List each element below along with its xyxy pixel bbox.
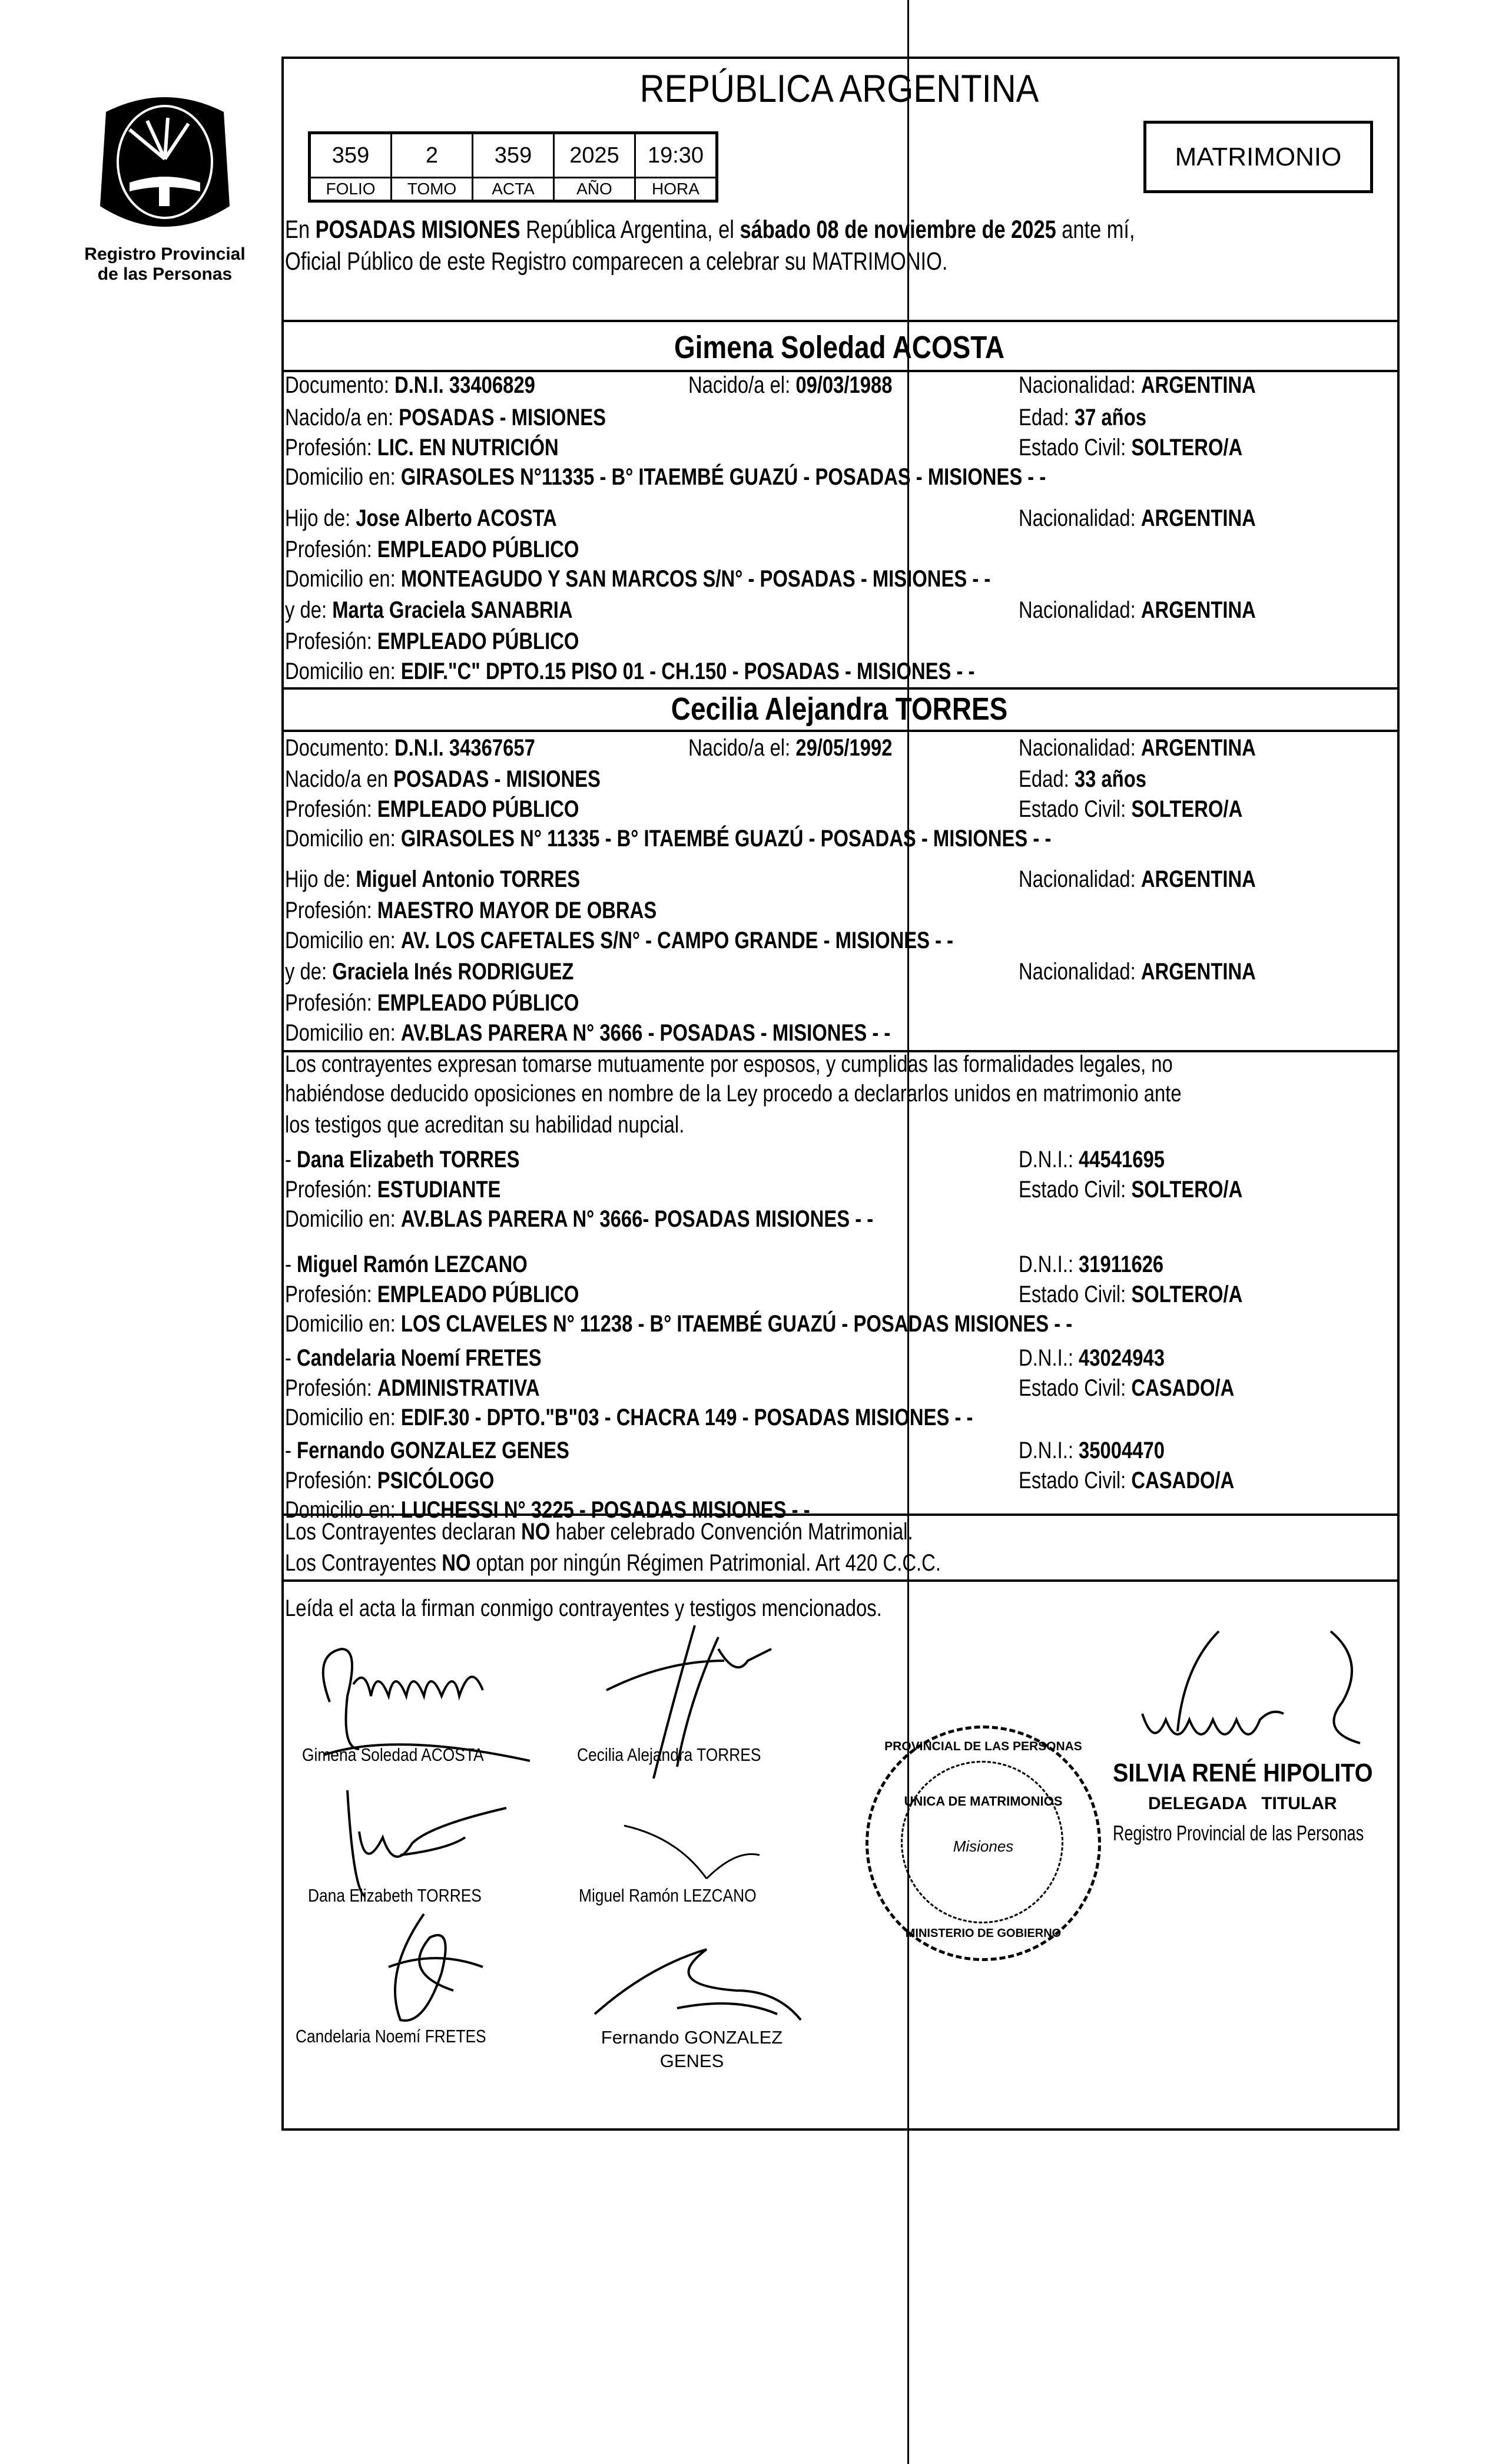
testigo-3-nombre xyxy=(285,1436,569,1465)
testigo-3-domicilio-value: LUCHESSI N° 3225 - POSADAS MISIONES - - xyxy=(400,1497,810,1523)
firma-label-cecilia: Cecilia Alejandra TORRES xyxy=(577,1744,761,1765)
c2-nacionalidad: Nacionalidad: ARGENTINA xyxy=(1019,735,1256,761)
testigo-1-dni-value: 31911626 xyxy=(1079,1251,1164,1277)
c1-estado-civil: Estado Civil: SOLTERO/A xyxy=(1019,435,1243,461)
divider xyxy=(281,730,1397,732)
testigo-0-domicilio xyxy=(285,1205,873,1233)
firma-label-gimena: Gimena Soledad ACOSTA xyxy=(302,1744,484,1765)
divider xyxy=(281,687,1397,690)
tomo-value: 2 xyxy=(392,133,473,178)
testigo-2-profesion-label: Profesión: xyxy=(285,1375,377,1401)
testigo-2-profesion-value: ADMINISTRATIVA xyxy=(377,1375,540,1401)
declaracion-line-1: Los contrayentes expresan tomarse mutuamente por esposos, y cumplidas las formalidades legales, no xyxy=(285,1051,1173,1077)
c2-padre-domicilio: Domicilio en: AV. LOS CAFETALES S/N° - CAMPO GRANDE - MISIONES - - xyxy=(285,928,954,953)
testigo-3-nombre-label: - xyxy=(285,1438,297,1463)
c2-domicilio: Domicilio en: GIRASOLES N° 11335 - B° ITAEMBÉ GUAZÚ - POSADAS - MISIONES - - xyxy=(285,826,1052,852)
seal-text-city: Misiones xyxy=(953,1837,1014,1855)
divider xyxy=(281,1513,1397,1516)
official-signature xyxy=(1107,1625,1384,1755)
anio-label: AÑO xyxy=(554,178,635,201)
signature-fernando xyxy=(589,1932,813,2032)
acta-label: ACTA xyxy=(473,178,554,201)
testigo-0-nombre-value: Dana Elizabeth TORRES xyxy=(297,1147,520,1173)
document-title: REPÚBLICA ARGENTINA xyxy=(639,67,1039,110)
divider xyxy=(281,320,1397,322)
intro-line-1: En POSADAS MISIONES República Argentina, el sábado 08 de noviembre de 2025 ante mí, xyxy=(285,216,1135,244)
c1-domicilio: Domicilio en: GIRASOLES N°11335 - B° ITAEMBÉ GUAZÚ - POSADAS - MISIONES - - xyxy=(285,464,1046,490)
testigo-1-profesion-value: EMPLEADO PÚBLICO xyxy=(377,1281,579,1307)
testigo-1-nombre-value: Miguel Ramón LEZCANO xyxy=(297,1251,528,1277)
c2-padre-profesion: Profesión: MAESTRO MAYOR DE OBRAS xyxy=(285,897,657,923)
firma-label-candelaria: Candelaria Noemí FRETES xyxy=(296,2026,486,2046)
testigo-3-nombre-value: Fernando GONZALEZ GENES xyxy=(297,1438,569,1463)
testigo-2-estado-civil-label: Estado Civil: xyxy=(1019,1375,1132,1401)
testigo-3-dni-value: 35004470 xyxy=(1079,1438,1165,1463)
testigo-1-nombre-label: - xyxy=(285,1251,297,1277)
tipo-acta-box: MATRIMONIO xyxy=(1143,121,1373,193)
testigo-0-profesion-label: Profesión: xyxy=(285,1177,377,1203)
testigo-2-estado-civil-value: CASADO/A xyxy=(1131,1375,1235,1401)
contrayente-1-name: Gimena Soledad ACOSTA xyxy=(674,330,1005,365)
c2-padre-nacionalidad: Nacionalidad: ARGENTINA xyxy=(1019,866,1256,892)
c2-documento: Documento: D.N.I. 34367657 xyxy=(285,735,535,761)
testigo-3-profesion xyxy=(285,1466,494,1495)
testigo-0-dni-value: 44541695 xyxy=(1079,1147,1165,1173)
c1-nacido-el: Nacido/a el: 09/03/1988 xyxy=(688,372,893,398)
contrayente-2-name: Cecilia Alejandra TORRES xyxy=(671,691,1008,727)
testigo-0-domicilio-label: Domicilio en: xyxy=(285,1206,401,1232)
declaracion-line-2: habiéndose deducido oposiciones en nombre de la Ley procedo a declararlos unidos en matrimonio ante xyxy=(285,1081,1182,1107)
testigo-2-estado-civil xyxy=(1019,1374,1234,1402)
testigo-1-profesion-label: Profesión: xyxy=(285,1281,377,1307)
anio-value: 2025 xyxy=(554,133,635,178)
signature-dana xyxy=(330,1784,524,1902)
testigo-2-nombre-label: - xyxy=(285,1345,297,1371)
c1-documento: Documento: D.N.I. 33406829 xyxy=(285,372,535,398)
testigo-0-dni-label: D.N.I.: xyxy=(1019,1147,1079,1173)
seal-text-inner: UNICA DE MATRIMONIOS xyxy=(904,1794,1063,1809)
c2-madre-profesion: Profesión: EMPLEADO PÚBLICO xyxy=(285,990,579,1016)
c2-nacido-en: Nacido/a en POSADAS - MISIONES xyxy=(285,766,601,792)
c1-madre-nacionalidad: Nacionalidad: ARGENTINA xyxy=(1019,597,1256,623)
seal-text-ministry: MINISTERIO DE GOBIERNO xyxy=(905,1927,1062,1940)
testigo-0-nombre-label: - xyxy=(285,1147,297,1173)
testigo-1-estado-civil xyxy=(1019,1280,1242,1309)
testigo-1-estado-civil-value: SOLTERO/A xyxy=(1131,1281,1243,1307)
convencion-line-1: Los Contrayentes declaran NO haber celebrado Convención Matrimonial. xyxy=(285,1519,913,1545)
c1-madre-profesion: Profesión: EMPLEADO PÚBLICO xyxy=(285,628,579,654)
signature-miguel xyxy=(618,1814,771,1890)
c1-nacionalidad: Nacionalidad: ARGENTINA xyxy=(1019,372,1256,398)
cierre-text: Leída el acta la firman conmigo contrayentes y testigos mencionados. xyxy=(285,1595,882,1621)
testigo-2-domicilio-label: Domicilio en: xyxy=(285,1405,401,1430)
testigo-1-profesion xyxy=(285,1280,579,1309)
c1-padre-nacionalidad: Nacionalidad: ARGENTINA xyxy=(1019,505,1256,531)
testigo-0-estado-civil-label: Estado Civil: xyxy=(1019,1177,1132,1203)
c1-madre: y de: Marta Graciela SANABRIA xyxy=(285,597,573,623)
testigo-3-dni-label: D.N.I.: xyxy=(1019,1438,1079,1463)
intro-line-2: Oficial Público de este Registro comparecen a celebrar su MATRIMONIO. xyxy=(285,247,948,276)
c2-madre: y de: Graciela Inés RODRIGUEZ xyxy=(285,959,574,985)
testigo-3-profesion-value: PSICÓLOGO xyxy=(377,1468,495,1493)
testigo-1-estado-civil-label: Estado Civil: xyxy=(1019,1281,1132,1307)
testigo-1-nombre xyxy=(285,1250,528,1279)
c2-estado-civil: Estado Civil: SOLTERO/A xyxy=(1019,796,1243,822)
folio-value: 359 xyxy=(310,133,392,178)
official-organism: Registro Provincial de las Personas xyxy=(1113,1821,1364,1845)
testigo-2-nombre xyxy=(285,1344,542,1372)
testigo-0-nombre xyxy=(285,1145,520,1174)
testigo-2-dni-value: 43024943 xyxy=(1079,1345,1165,1371)
c2-profesion: Profesión: EMPLEADO PÚBLICO xyxy=(285,796,579,822)
testigo-0-dni xyxy=(1019,1145,1165,1174)
testigo-1-dni-label: D.N.I.: xyxy=(1019,1251,1079,1277)
testigo-2-nombre-value: Candelaria Noemí FRETES xyxy=(297,1345,542,1371)
registro-table xyxy=(308,131,718,203)
c1-edad: Edad: 37 años xyxy=(1019,405,1146,430)
hora-label: HORA xyxy=(635,178,717,201)
testigo-1-domicilio-label: Domicilio en: xyxy=(285,1311,401,1337)
testigo-3-domicilio-label: Domicilio en: xyxy=(285,1497,401,1523)
testigo-0-profesion xyxy=(285,1175,500,1204)
firma-label-miguel: Miguel Ramón LEZCANO xyxy=(579,1885,757,1906)
testigo-3-dni xyxy=(1019,1436,1165,1465)
hora-value: 19:30 xyxy=(635,133,717,178)
testigo-2-profesion xyxy=(285,1374,540,1402)
misiones-coat-of-arms-logo xyxy=(88,88,241,241)
official-name: SILVIA RENÉ HIPOLITO xyxy=(1113,1758,1373,1787)
declaracion-line-3: los testigos que acreditan su habilidad nupcial. xyxy=(285,1112,685,1138)
c2-madre-nacionalidad: Nacionalidad: ARGENTINA xyxy=(1019,959,1256,985)
official-title: DELEGADA TITULAR xyxy=(1148,1794,1337,1813)
c2-padre: Hijo de: Miguel Antonio TORRES xyxy=(285,866,581,892)
testigo-1-domicilio-value: LOS CLAVELES N° 11238 - B° ITAEMBÉ GUAZÚ - POSADAS MISIONES - - xyxy=(400,1311,1073,1337)
testigo-0-estado-civil-value: SOLTERO/A xyxy=(1131,1177,1243,1203)
c1-padre-domicilio: Domicilio en: MONTEAGUDO Y SAN MARCOS S/N° - POSADAS - MISIONES - - xyxy=(285,566,991,592)
c1-madre-domicilio: Domicilio en: EDIF."C" DPTO.15 PISO 01 - CH.150 - POSADAS - MISIONES - - xyxy=(285,658,975,684)
c2-edad: Edad: 33 años xyxy=(1019,766,1146,792)
testigo-2-dni-label: D.N.I.: xyxy=(1019,1345,1079,1371)
testigo-1-domicilio xyxy=(285,1310,1072,1338)
testigo-3-estado-civil-value: CASADO/A xyxy=(1131,1468,1235,1493)
testigo-3-estado-civil-label: Estado Civil: xyxy=(1019,1468,1132,1493)
testigo-0-profesion-value: ESTUDIANTE xyxy=(377,1177,501,1203)
testigo-0-domicilio-value: AV.BLAS PARERA N° 3666- POSADAS MISIONES - - xyxy=(400,1206,874,1232)
seal-text-outer: PROVINCIAL DE LAS PERSONAS xyxy=(884,1740,1082,1753)
testigo-0-estado-civil xyxy=(1019,1175,1242,1204)
divider xyxy=(281,1579,1397,1582)
c2-madre-domicilio: Domicilio en: AV.BLAS PARERA N° 3666 - POSADAS - MISIONES - - xyxy=(285,1020,891,1046)
acta-value: 359 xyxy=(473,133,554,178)
testigo-1-dni xyxy=(1019,1250,1163,1279)
folio-label: FOLIO xyxy=(310,178,392,201)
c2-nacido-el: Nacido/a el: 29/05/1992 xyxy=(688,735,893,761)
signature-candelaria xyxy=(365,1902,495,2038)
c1-nacido-en: Nacido/a en: POSADAS - MISIONES xyxy=(285,405,606,430)
testigo-2-dni xyxy=(1019,1344,1165,1372)
firma-label-dana: Dana Elizabeth TORRES xyxy=(308,1885,482,1906)
testigo-3-profesion-label: Profesión: xyxy=(285,1468,377,1493)
convencion-line-2: Los Contrayentes NO optan por ningún Régimen Patrimonial. Art 420 C.C.C. xyxy=(285,1550,941,1576)
c1-profesion: Profesión: LIC. EN NUTRICIÓN xyxy=(285,435,559,461)
tomo-label: TOMO xyxy=(392,178,473,201)
testigo-3-estado-civil xyxy=(1019,1466,1234,1495)
testigo-2-domicilio-value: EDIF.30 - DPTO."B"03 - CHACRA 149 - POSADAS MISIONES - - xyxy=(400,1405,973,1430)
testigo-2-domicilio xyxy=(285,1403,973,1432)
official-seal-stamp xyxy=(866,1726,1101,1961)
firma-label-fernando: Fernando GONZALEZ GENES xyxy=(601,2027,783,2071)
logo-caption: Registro Provincial de las Personas xyxy=(84,244,246,284)
c1-padre: Hijo de: Jose Alberto ACOSTA xyxy=(285,505,557,531)
c1-padre-profesion: Profesión: EMPLEADO PÚBLICO xyxy=(285,536,579,562)
